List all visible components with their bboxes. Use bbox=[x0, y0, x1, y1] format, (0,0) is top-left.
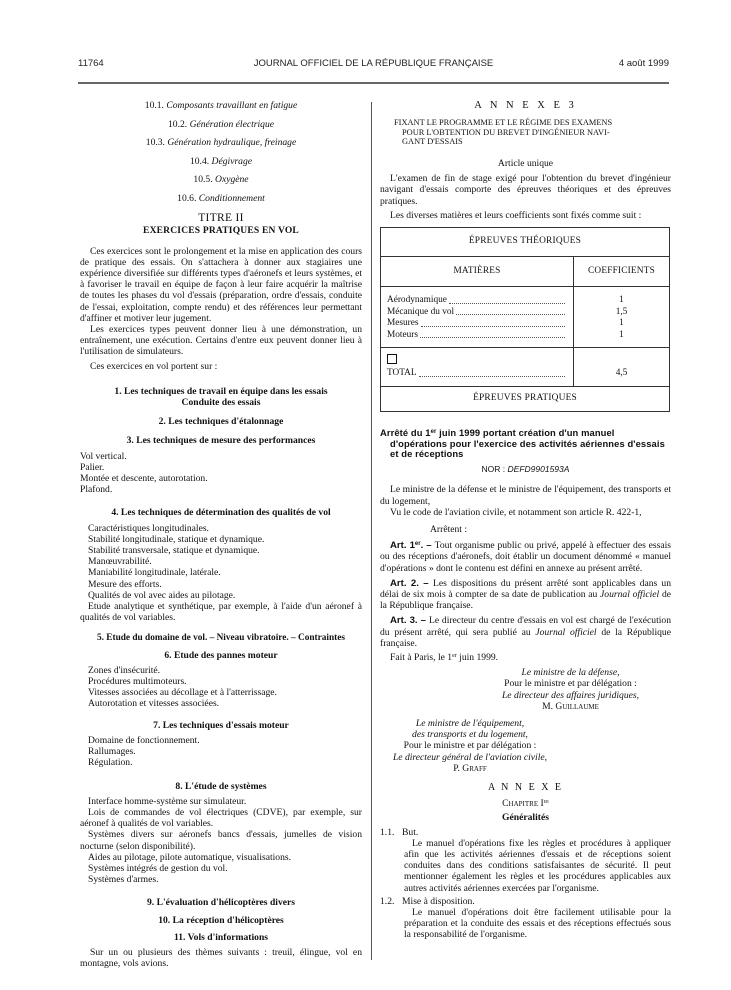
titre-subtitle: EXERCICES PRATIQUES EN VOL bbox=[143, 226, 299, 237]
list-item: Lois de commandes de vol électriques (CDVE), par exemple, sur aéronef à qualités de vol variables. bbox=[80, 806, 362, 830]
nor-reference: NOR : DEFD9901593A bbox=[481, 464, 570, 475]
list-item: Autorotation et vitesses associées. bbox=[88, 698, 220, 710]
section-list bbox=[80, 665, 362, 710]
list-item: Palier. bbox=[80, 461, 105, 473]
toc-item: 10.5. Oxygène bbox=[193, 174, 249, 186]
annexe-item: 1.2. Mise à disposition. bbox=[380, 895, 475, 907]
list-item: Maniabilité longitudinale, latérale. bbox=[88, 567, 221, 579]
section-heading: 3. Les techniques de mesure des performances bbox=[126, 435, 316, 447]
matieres-cell bbox=[381, 287, 574, 348]
section-list bbox=[80, 796, 362, 886]
list-item: Montée et descente, autorotation. bbox=[80, 473, 208, 485]
article-2: Art. 2. – Les dispositions du présent arrêté sont applicables dans un délai de six mois à compter de sa date de publication au Journal officiel de la République française. bbox=[380, 577, 671, 612]
annexe3-subtitle: FIXANT LE PROGRAMME ET LE RÉGIME DES EXAMENS POUR L'OBTENTION DU BREVET D'INGÉNIEUR NAVI- GANT D'ESSAIS bbox=[394, 118, 613, 147]
toc-list bbox=[80, 100, 362, 204]
section-list bbox=[80, 451, 362, 496]
annexe-item-text: Le manuel d'opérations doit être facilement utilisable pour la préparation et la conduite des essais et des réceptions effectués sous la responsabilité de l'organisme. bbox=[404, 907, 671, 941]
list-item: Plafond. bbox=[80, 484, 113, 496]
right-column bbox=[380, 100, 671, 941]
journal-title: JOURNAL OFFICIEL DE LA RÉPUBLIQUE FRANÇAISE bbox=[253, 58, 494, 69]
section-heading: 2. Les techniques d'étalonnage bbox=[158, 416, 284, 428]
annexe3-paragraph: L'examen de fin de stage exigé pour l'obtention du brevet d'ingénieur navigant d'essais comporte des épreuves théoriques et des épreuves pratiques. bbox=[380, 173, 671, 207]
signature-defense: Le ministre de la défense, Pour le ministre et par délégation : Le directeur des affaires juridiques, M. Guillaume bbox=[380, 667, 671, 712]
list-item: Systèmes d'armes. bbox=[88, 874, 159, 886]
list-item: Mesure des efforts. bbox=[88, 578, 162, 590]
article-3: Art. 3. – Le directeur du centre d'essais en vol est chargé de l'exécution du présent arrêté, qui sera publié au Journal officiel de la République française. bbox=[380, 615, 672, 649]
column-header-matieres: MATIÈRES bbox=[381, 257, 574, 287]
table-row: Mesures bbox=[387, 318, 567, 330]
header-rule bbox=[78, 82, 669, 84]
list-item: Stabilité transversale, statique et dynamique. bbox=[88, 545, 260, 557]
table-header-main: ÉPREUVES THÉORIQUES bbox=[381, 228, 670, 257]
list-item: Rallumages. bbox=[88, 746, 136, 758]
coefficients-table bbox=[380, 227, 670, 412]
section-list bbox=[80, 523, 362, 624]
list-item: Aides au pilotage, pilote automatique, visualisations. bbox=[88, 851, 292, 863]
section-heading: 4. Les techniques de détermination des qualités de vol bbox=[111, 507, 331, 519]
section-heading: 8. L'étude de systèmes bbox=[175, 780, 267, 792]
section-heading: 1. Les techniques de travail en équipe dans les essais bbox=[114, 385, 328, 397]
article-1: Art. 1er. – Tout organisme public ou privé, appelé à effectuer des essais ou des réceptions d'aéronefs, doit établir un document dénommé « manuel d'opérations » dont le contenu est défini en annexe au présent arrêté. bbox=[380, 540, 671, 574]
list-item: Caractéristiques longitudinales. bbox=[88, 522, 209, 534]
total-value-cell: 4,5 bbox=[574, 348, 670, 387]
list-item: Interface homme-système sur simulateur. bbox=[88, 795, 247, 807]
page-header bbox=[78, 58, 669, 74]
toc-item: 10.1. Composants travaillant en fatigue bbox=[144, 100, 298, 111]
toc-item: 10.3. Génération hydraulique, freinage bbox=[145, 137, 297, 149]
section-heading: 6. Etude des pannes moteur bbox=[164, 649, 278, 661]
titre-heading: TITRE II bbox=[198, 212, 244, 225]
page-number: 11764 bbox=[78, 58, 104, 69]
article-heading: Article unique bbox=[497, 157, 554, 169]
list-item: Zones d'insécurité. bbox=[88, 664, 161, 676]
annexe3-title: A N N E X E 3 bbox=[474, 100, 577, 111]
annexe-item: 1.1. But. bbox=[380, 826, 419, 838]
signatory-name: M. Guillaume bbox=[542, 700, 599, 712]
arretent: Arrêtent : bbox=[430, 523, 468, 535]
table-row: Mécanique du vol bbox=[387, 307, 567, 319]
generalites-heading: Généralités bbox=[502, 812, 549, 824]
list-item: Procédures multimoteurs. bbox=[88, 676, 187, 688]
toc-item: 10.4. Dégivrage bbox=[189, 155, 253, 167]
arrete-title: Arrêté du 1er juin 1999 portant création d'un manuel d'opérations pour l'exercice des activités aériennes d'essais et de réceptions bbox=[380, 426, 665, 460]
coefficients-cell: 1 1,5 1 1 bbox=[574, 287, 670, 348]
toc-item: 10.2. Génération électrique bbox=[167, 118, 275, 130]
intro-paragraph: Les exercices types peuvent donner lieu à une démonstration, un entraînement, une exécution. Certains d'entre eux peuvent donner lieu à l'utilisation de simulateurs. bbox=[80, 324, 362, 358]
list-item: Sur un ou plusieurs des thèmes suivants : treuil, élingue, vol en montagne, vols avions. bbox=[80, 946, 362, 970]
total-label-cell: TOTAL bbox=[381, 348, 574, 387]
table-footer: ÉPREUVES PRATIQUES bbox=[381, 386, 670, 411]
list-item: Vitesses associées au décollage et à l'atterrissage. bbox=[88, 687, 277, 699]
left-column bbox=[80, 100, 362, 969]
intro-paragraph: Ces exercices sont le prolongement et la mise en application des cours de pratique des essais. On s'attachera à donner aux stagiaires une expérience diversifiée sur différents types d'aéronefs et leurs systèmes, et à favoriser le travail en équipe de façon à leur faire acquérir la maîtrise de toutes les phases du vol d'essais (préparation, ordre d'essais, conduite de l'essai, exploitation, compte rendu) et des références leur permettant d'affiner et motiver leur jugement. bbox=[80, 245, 362, 324]
fait-a-paris: Fait à Paris, le 1er juin 1999. bbox=[390, 651, 499, 663]
section-heading: 11. Vols d'informations bbox=[173, 931, 269, 943]
column-header-coefficients: COEFFICIENTS bbox=[574, 257, 670, 287]
list-item: Vol vertical. bbox=[80, 450, 127, 462]
section-heading: 9. L'évaluation d'hélicoptères divers bbox=[147, 897, 295, 909]
publication-date: 4 août 1999 bbox=[618, 58, 669, 69]
preamble-paragraph: Le ministre de la défense et le ministre de l'équipement, des transports et du logement, bbox=[380, 484, 671, 507]
list-item: Systèmes intégrés de gestion du vol. bbox=[88, 862, 228, 874]
list-item: Stabilité longitudinale, statique et dynamique. bbox=[88, 533, 265, 545]
toc-item: 10.6. Conditionnement bbox=[177, 192, 265, 204]
annexe3-paragraph: Les diverses matières et leurs coefficients sont fixés comme suit : bbox=[390, 209, 642, 221]
section-heading: 7. Les techniques d'essais moteur bbox=[153, 719, 289, 731]
section-heading: Conduite des essais bbox=[181, 397, 261, 409]
list-item: Régulation. bbox=[88, 757, 133, 769]
column-divider bbox=[371, 102, 372, 960]
signatory-name: P. Graff bbox=[453, 762, 487, 774]
section-heading: 5. Etude du domaine de vol. – Niveau vibratoire. – Contraintes bbox=[96, 633, 345, 644]
chapitre-heading: Chapitre Ier bbox=[502, 798, 549, 810]
list-item: Qualités de vol avec aides au pilotage. bbox=[88, 589, 236, 601]
annexe-item-text: Le manuel d'opérations fixe les règles et procédures à appliquer afin que les activités aériennes d'essais et de réceptions soient conduites dans des conditions satisfaisantes de sécurité. Il peut mentionner également les règles et les procédures applicables aux autres activités aériennes exercées par l'organisme. bbox=[404, 837, 671, 894]
preamble-paragraph: Vu le code de l'aviation civile, et notamment son article R. 422-1, bbox=[390, 506, 642, 518]
table-row: Moteurs bbox=[387, 330, 567, 342]
list-item: Domaine de fonctionnement. bbox=[88, 734, 200, 746]
annexe-title: A N N E X E bbox=[487, 781, 564, 793]
intro-paragraph: Ces exercices en vol portent sur : bbox=[90, 360, 218, 372]
checkbox-square-icon bbox=[387, 354, 397, 364]
list-item: Etude analytique et synthétique, par exemple, à l'aide d'un aéronef à qualités de vol variables. bbox=[80, 601, 362, 624]
section-heading: 10. La réception d'hélicoptères bbox=[158, 914, 284, 926]
list-item: Manœuvrabilité. bbox=[88, 556, 152, 568]
list-item: Systèmes divers sur aéronefs bancs d'essais, jumelles de vision nocturne (selon disponibilité). bbox=[80, 829, 362, 852]
signature-equipement: Le ministre de l'équipement, des transports et du logement, Pour le ministre et par délégation : Le directeur général de l'aviation civile, P. Graff bbox=[380, 718, 560, 774]
table-row: Aérodynamique bbox=[387, 295, 567, 307]
section-list bbox=[80, 735, 362, 769]
